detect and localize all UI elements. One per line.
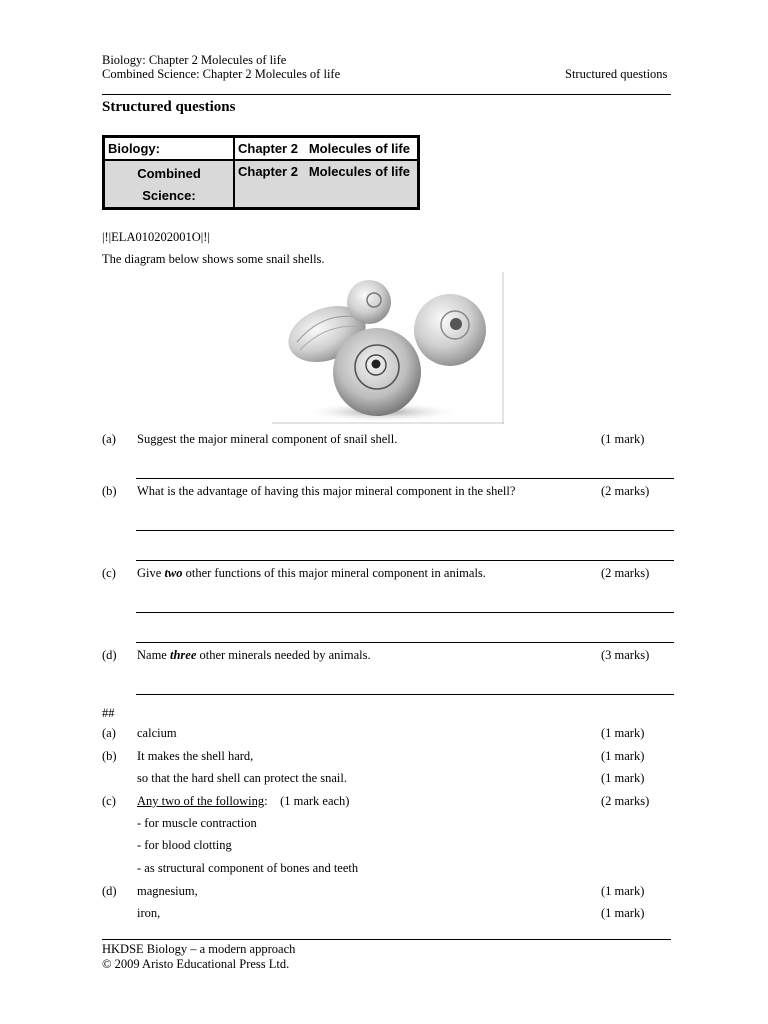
answer-line	[136, 612, 674, 613]
question-a-label: (a)	[102, 432, 116, 446]
table-label-combined-science: Combined Science:	[104, 160, 234, 208]
answer-b-marks-1: (1 mark)	[601, 749, 645, 763]
answer-d-line-1: magnesium,	[137, 884, 198, 898]
header-right: Structured questions	[565, 67, 668, 81]
answer-a-marks: (1 mark)	[601, 726, 645, 740]
question-b-marks: (2 marks)	[601, 484, 650, 498]
answer-line	[136, 560, 674, 561]
answer-b-line-1: It makes the shell hard,	[137, 749, 254, 763]
answer-a-label: (a)	[102, 726, 116, 740]
answer-b-label: (b)	[102, 749, 117, 763]
answer-c-label: (c)	[102, 794, 116, 808]
header-line-1: Biology: Chapter 2 Molecules of life	[102, 53, 287, 67]
table-chapter-combined-science: Chapter 2 Molecules of life	[234, 160, 418, 208]
answer-line	[136, 530, 674, 531]
intro-text: The diagram below shows some snail shells.	[102, 252, 325, 266]
answer-c-marks: (2 marks)	[601, 794, 650, 808]
question-c-text: Give two other functions of this major mineral component in animals.	[137, 566, 486, 580]
question-c-label: (c)	[102, 566, 116, 580]
answer-c-item: - as structural component of bones and teeth	[137, 861, 359, 875]
answer-c-item: - for blood clotting	[137, 838, 232, 852]
chapter-table	[102, 135, 420, 210]
table-chapter-biology: Chapter 2 Molecules of life	[234, 137, 418, 160]
answer-c-item: - for muscle contraction	[137, 816, 257, 830]
snail-shells-image	[272, 272, 504, 424]
answer-separator: ##	[102, 706, 115, 720]
header-line-2: Combined Science: Chapter 2 Molecules of life	[102, 67, 341, 81]
footer-line-2: © 2009 Aristo Educational Press Ltd.	[102, 957, 290, 971]
answer-b-marks-2: (1 mark)	[601, 771, 645, 785]
footer-rule	[102, 939, 671, 940]
answer-d-label: (d)	[102, 884, 117, 898]
page-title: Structured questions	[102, 99, 236, 115]
question-code: |!|ELA010202001O|!|	[102, 230, 210, 244]
question-d-text: Name three other minerals needed by animals.	[137, 648, 371, 662]
header-rule	[102, 94, 671, 95]
question-d-label: (d)	[102, 648, 117, 662]
answer-line	[136, 694, 674, 695]
question-a-text: Suggest the major mineral component of snail shell.	[137, 432, 398, 446]
answer-d-marks-1: (1 mark)	[601, 884, 645, 898]
answer-d-marks-2: (1 mark)	[601, 906, 645, 920]
answer-line	[136, 478, 674, 479]
answer-d-line-2: iron,	[137, 906, 161, 920]
answer-a-text: calcium	[137, 726, 177, 740]
question-d-marks: (3 marks)	[601, 648, 650, 662]
question-a-marks: (1 mark)	[601, 432, 645, 446]
answer-line	[136, 642, 674, 643]
table-label-biology: Biology:	[104, 137, 234, 160]
answer-b-line-2: so that the hard shell can protect the snail.	[137, 771, 348, 785]
question-b-label: (b)	[102, 484, 117, 498]
answer-c-lead: Any two of the following: (1 mark each)	[137, 794, 350, 808]
question-c-marks: (2 marks)	[601, 566, 650, 580]
question-b-text: What is the advantage of having this major mineral component in the shell?	[137, 484, 516, 498]
footer-line-1: HKDSE Biology – a modern approach	[102, 942, 296, 956]
